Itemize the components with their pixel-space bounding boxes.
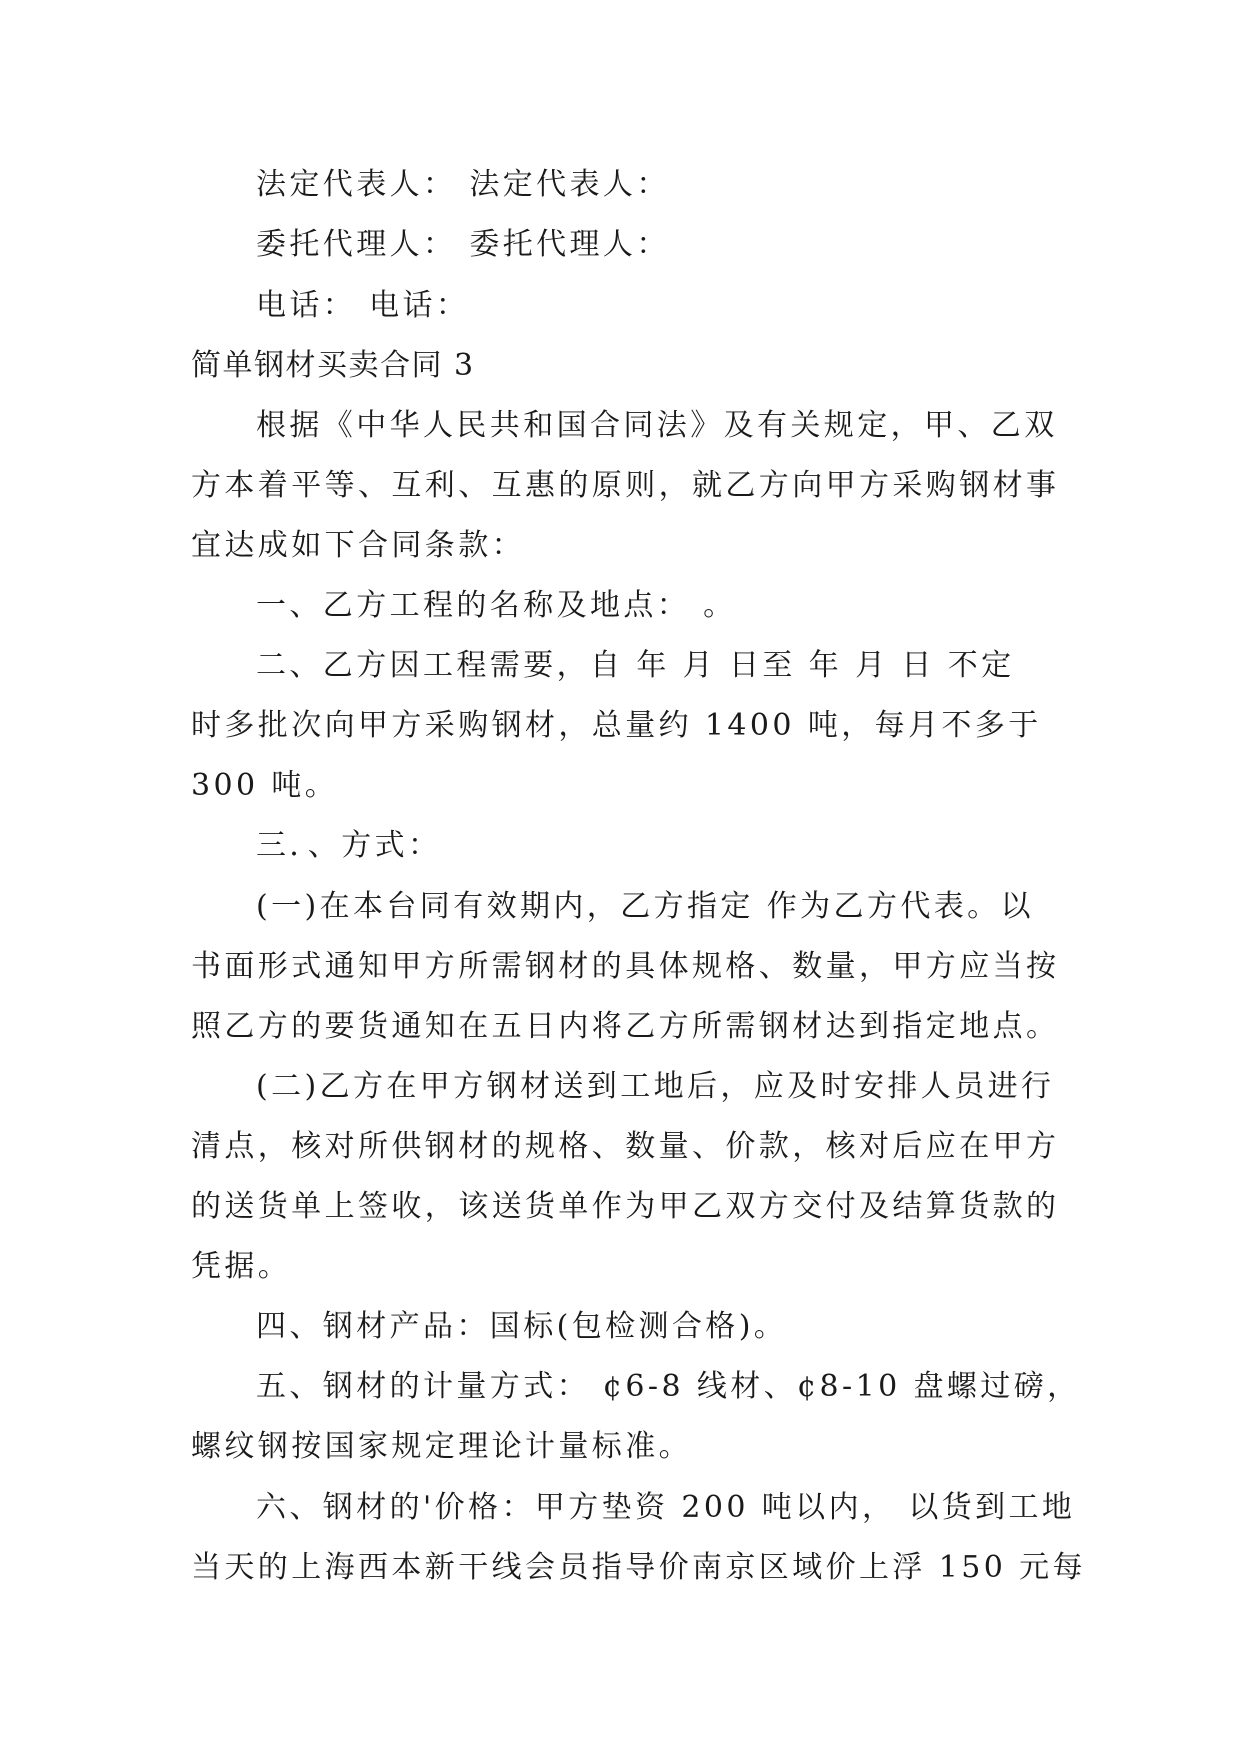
paragraph-intro-line-3: 宜达成如下合同条款：	[191, 528, 525, 563]
legal-representative-line: 法定代表人： 法定代表人：	[256, 167, 670, 202]
clause-3-item-2-line-2: 清点，核对所供钢材的规格、数量、价款，核对后应在甲方	[191, 1129, 1060, 1164]
clause-3-item-1-line-3: 照乙方的要货通知在五日内将乙方所需钢材达到指定地点。	[191, 1009, 1060, 1044]
clause-3-item-2-line-4: 凭据。	[191, 1249, 292, 1284]
clause-3-item-1-line-2: 书面形式通知甲方所需钢材的具体规格、数量，甲方应当按	[191, 949, 1060, 984]
clause-5-line-1: 五、钢材的计量方式： ¢6-8 线材、¢8-10 盘螺过磅，	[256, 1369, 1081, 1404]
clause-1-line: 一、乙方工程的名称及地点： 。	[256, 588, 737, 623]
clause-3-item-2-line-1: (二)乙方在甲方钢材送到工地后，应及时安排人员进行	[256, 1069, 1055, 1104]
paragraph-intro-line-2: 方本着平等、互利、互惠的原则，就乙方向甲方采购钢材事	[191, 468, 1060, 503]
clause-6-line-1: 六、钢材的'价格：甲方垫资 200 吨以内， 以货到工地	[256, 1490, 1076, 1525]
section-title: 简单钢材买卖合同 3	[191, 348, 475, 383]
clause-2-line-3: 300 吨。	[191, 768, 339, 803]
clause-3-item-2-line-3: 的送货单上签收，该送货单作为甲乙双方交付及结算货款的	[191, 1189, 1060, 1224]
clause-2-line-2: 时多批次向甲方采购钢材，总量约 1400 吨，每月不多于	[191, 708, 1042, 743]
authorized-agent-line: 委托代理人： 委托代理人：	[256, 227, 670, 262]
clause-2-line-1: 二、乙方因工程需要，自 年 月 日至 年 月 日 不定	[256, 648, 1015, 683]
clause-6-line-2: 当天的上海西本新干线会员指导价南京区域价上浮 150 元每	[191, 1550, 1086, 1585]
phone-line: 电话： 电话：	[256, 288, 470, 323]
clause-3-heading: 三．、方式：	[256, 828, 442, 863]
clause-4-line: 四、钢材产品：国标(包检测合格)。	[256, 1309, 788, 1344]
clause-3-item-1-line-1: (一)在本台同有效期内，乙方指定 作为乙方代表。以	[256, 889, 1034, 924]
clause-5-line-2: 螺纹钢按国家规定理论计量标准。	[191, 1429, 692, 1464]
paragraph-intro-line-1: 根据《中华人民共和国合同法》及有关规定，甲、乙双	[256, 408, 1058, 443]
